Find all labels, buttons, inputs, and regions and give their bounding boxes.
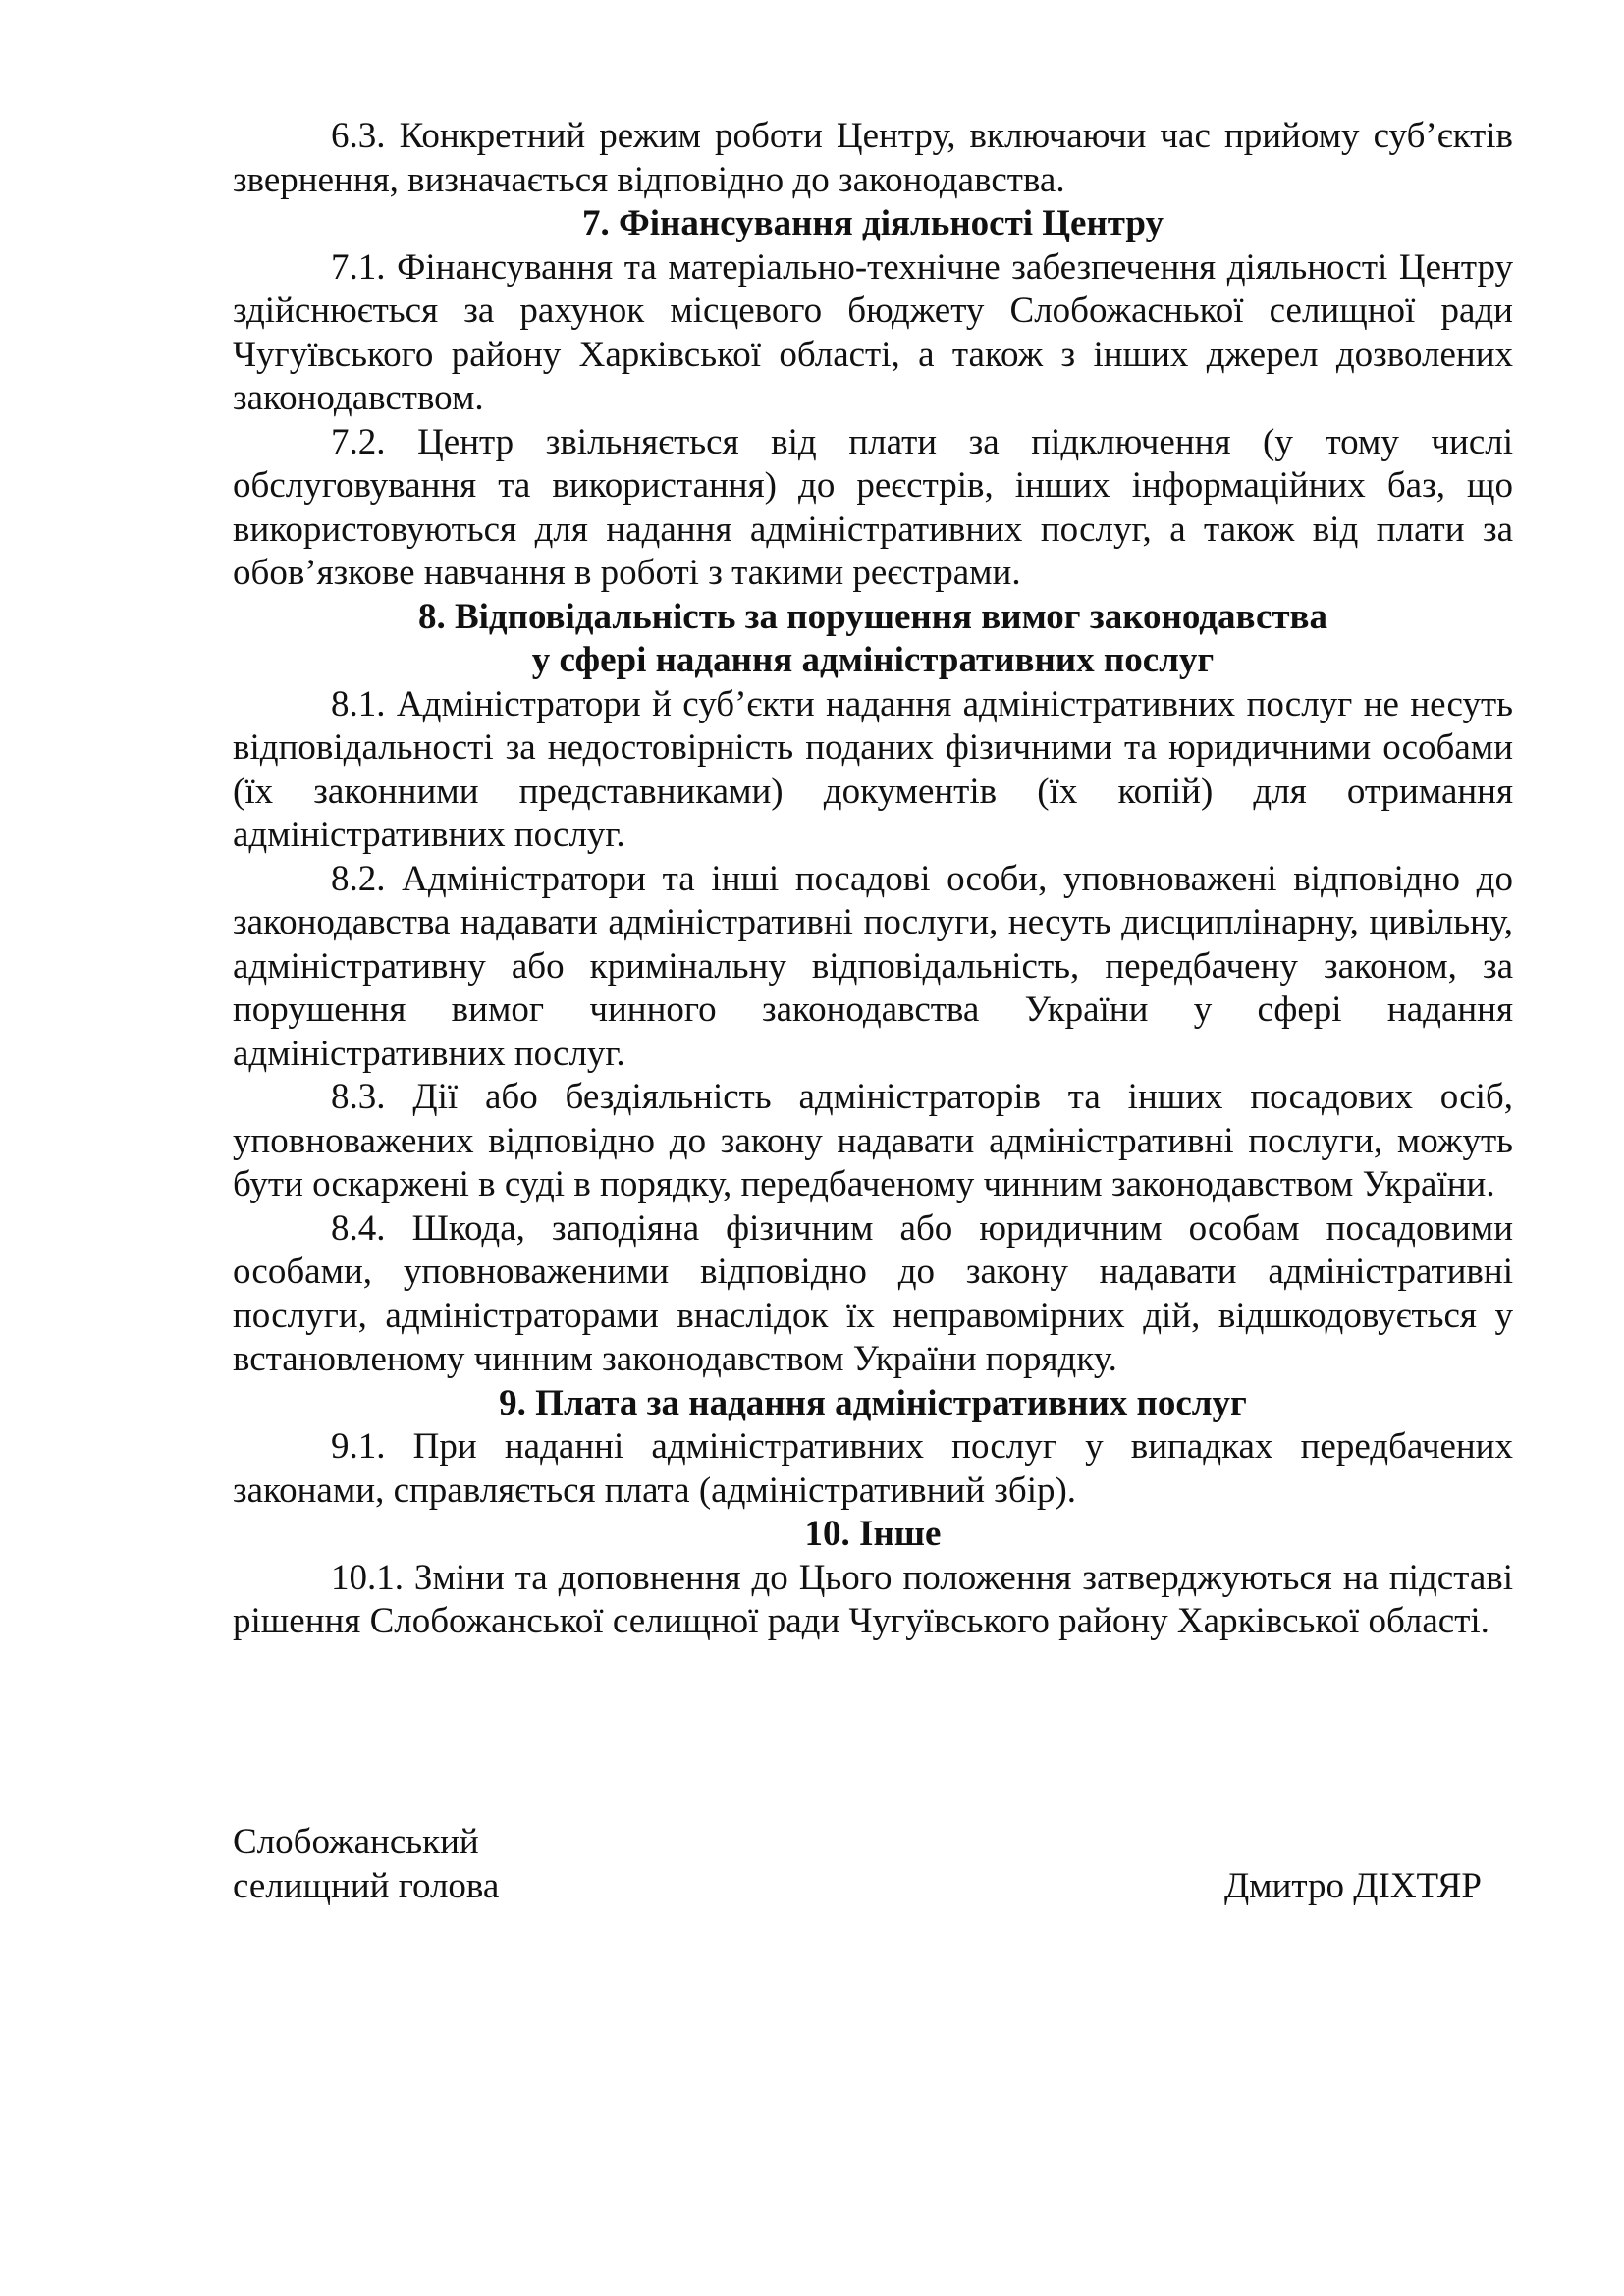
paragraph: 7.1. Фінансування та матеріально-технічне забезпечення діяльності Центру здійснюється за рахунок місцевого бюджету Слобожаснької селищної ради Чугуївського району Харківської області, а також з інших джерел дозволених законодавством. — [233, 246, 1513, 418]
signatory-position-line-1: Слобожанський — [233, 1822, 479, 1862]
section-heading-line: 8. Відповідальність за порушення вимог законодавства — [417, 596, 1328, 637]
section-heading — [233, 202, 1513, 246]
signatory-position — [233, 1821, 499, 1908]
paragraph: 6.3. Конкретний режим роботи Центру, включаючи час прийому суб’єктів звернення, визначається відповідно до законодавства. — [233, 116, 1513, 200]
paragraph: 8.2. Адміністратори та інші посадові особи, уповноважені відповідно до законодавства надавати адміністративні послуги, несуть дисциплінарну, цивільну, адміністративну або кримінальну відповідальність, передбачену законом, за порушення вимог чинного законодавства України у сфері надання адміністративних послуг. — [233, 858, 1513, 1074]
section-heading-line: 7. Фінансування діяльності Центру — [581, 203, 1164, 243]
section-heading-line: 9. Плата за надання адміністративних послуг — [499, 1382, 1247, 1423]
paragraph: 10.1. Зміни та доповнення до Цього положення затверджуються на підставі рішення Слобожанської селищної ради Чугуївського району Харківської області. — [233, 1557, 1513, 1641]
document-body — [233, 115, 1513, 1644]
paragraph: 9.1. При наданні адміністративних послуг у випадках передбачених законами, справляється плата (адміністративний збір). — [233, 1426, 1513, 1511]
signatory-name: Дмитро ДІХТЯР — [1223, 1865, 1482, 1906]
paragraph: 7.2. Центр звільняється від плати за підключення (у тому числі обслуговування та використання) до реєстрів, інших інформаційних баз, що використовуються для надання адміністративних послуг, а також від плати за обов’язкове навчання в роботі з такими реєстрами. — [233, 421, 1513, 593]
paragraph: 8.4. Шкода, заподіяна фізичним або юридичним особам посадовими особами, уповноваженими відповідно до закону надавати адміністративні послуги, адміністраторами внаслідок їх неправомірних дій, відшкодовується у встановленому чинним законодавством України порядку. — [233, 1207, 1513, 1379]
section-heading — [233, 1382, 1513, 1426]
signatory-position-line-2: селищний голова — [233, 1865, 500, 1906]
section-heading — [233, 596, 1513, 683]
section-heading-line: 10. Інше — [804, 1514, 942, 1554]
section-heading-line: у сфері надання адміністративних послуг — [531, 640, 1215, 680]
paragraph: 8.1. Адміністратори й суб’єкти надання адміністративних послуг не несуть відповідальності за недостовірність поданих фізичними та юридичними особами (їх законними представниками) документів (їх копій) для отримання адміністративних послуг. — [233, 683, 1513, 855]
section-heading — [233, 1513, 1513, 1557]
paragraph: 8.3. Дії або бездіяльність адміністраторів та інших посадових осіб, уповноважених відповідно до закону надавати адміністративні послуги, можуть бути оскаржені в суді в порядку, передбаченому чинним законодавством України. — [233, 1077, 1513, 1204]
